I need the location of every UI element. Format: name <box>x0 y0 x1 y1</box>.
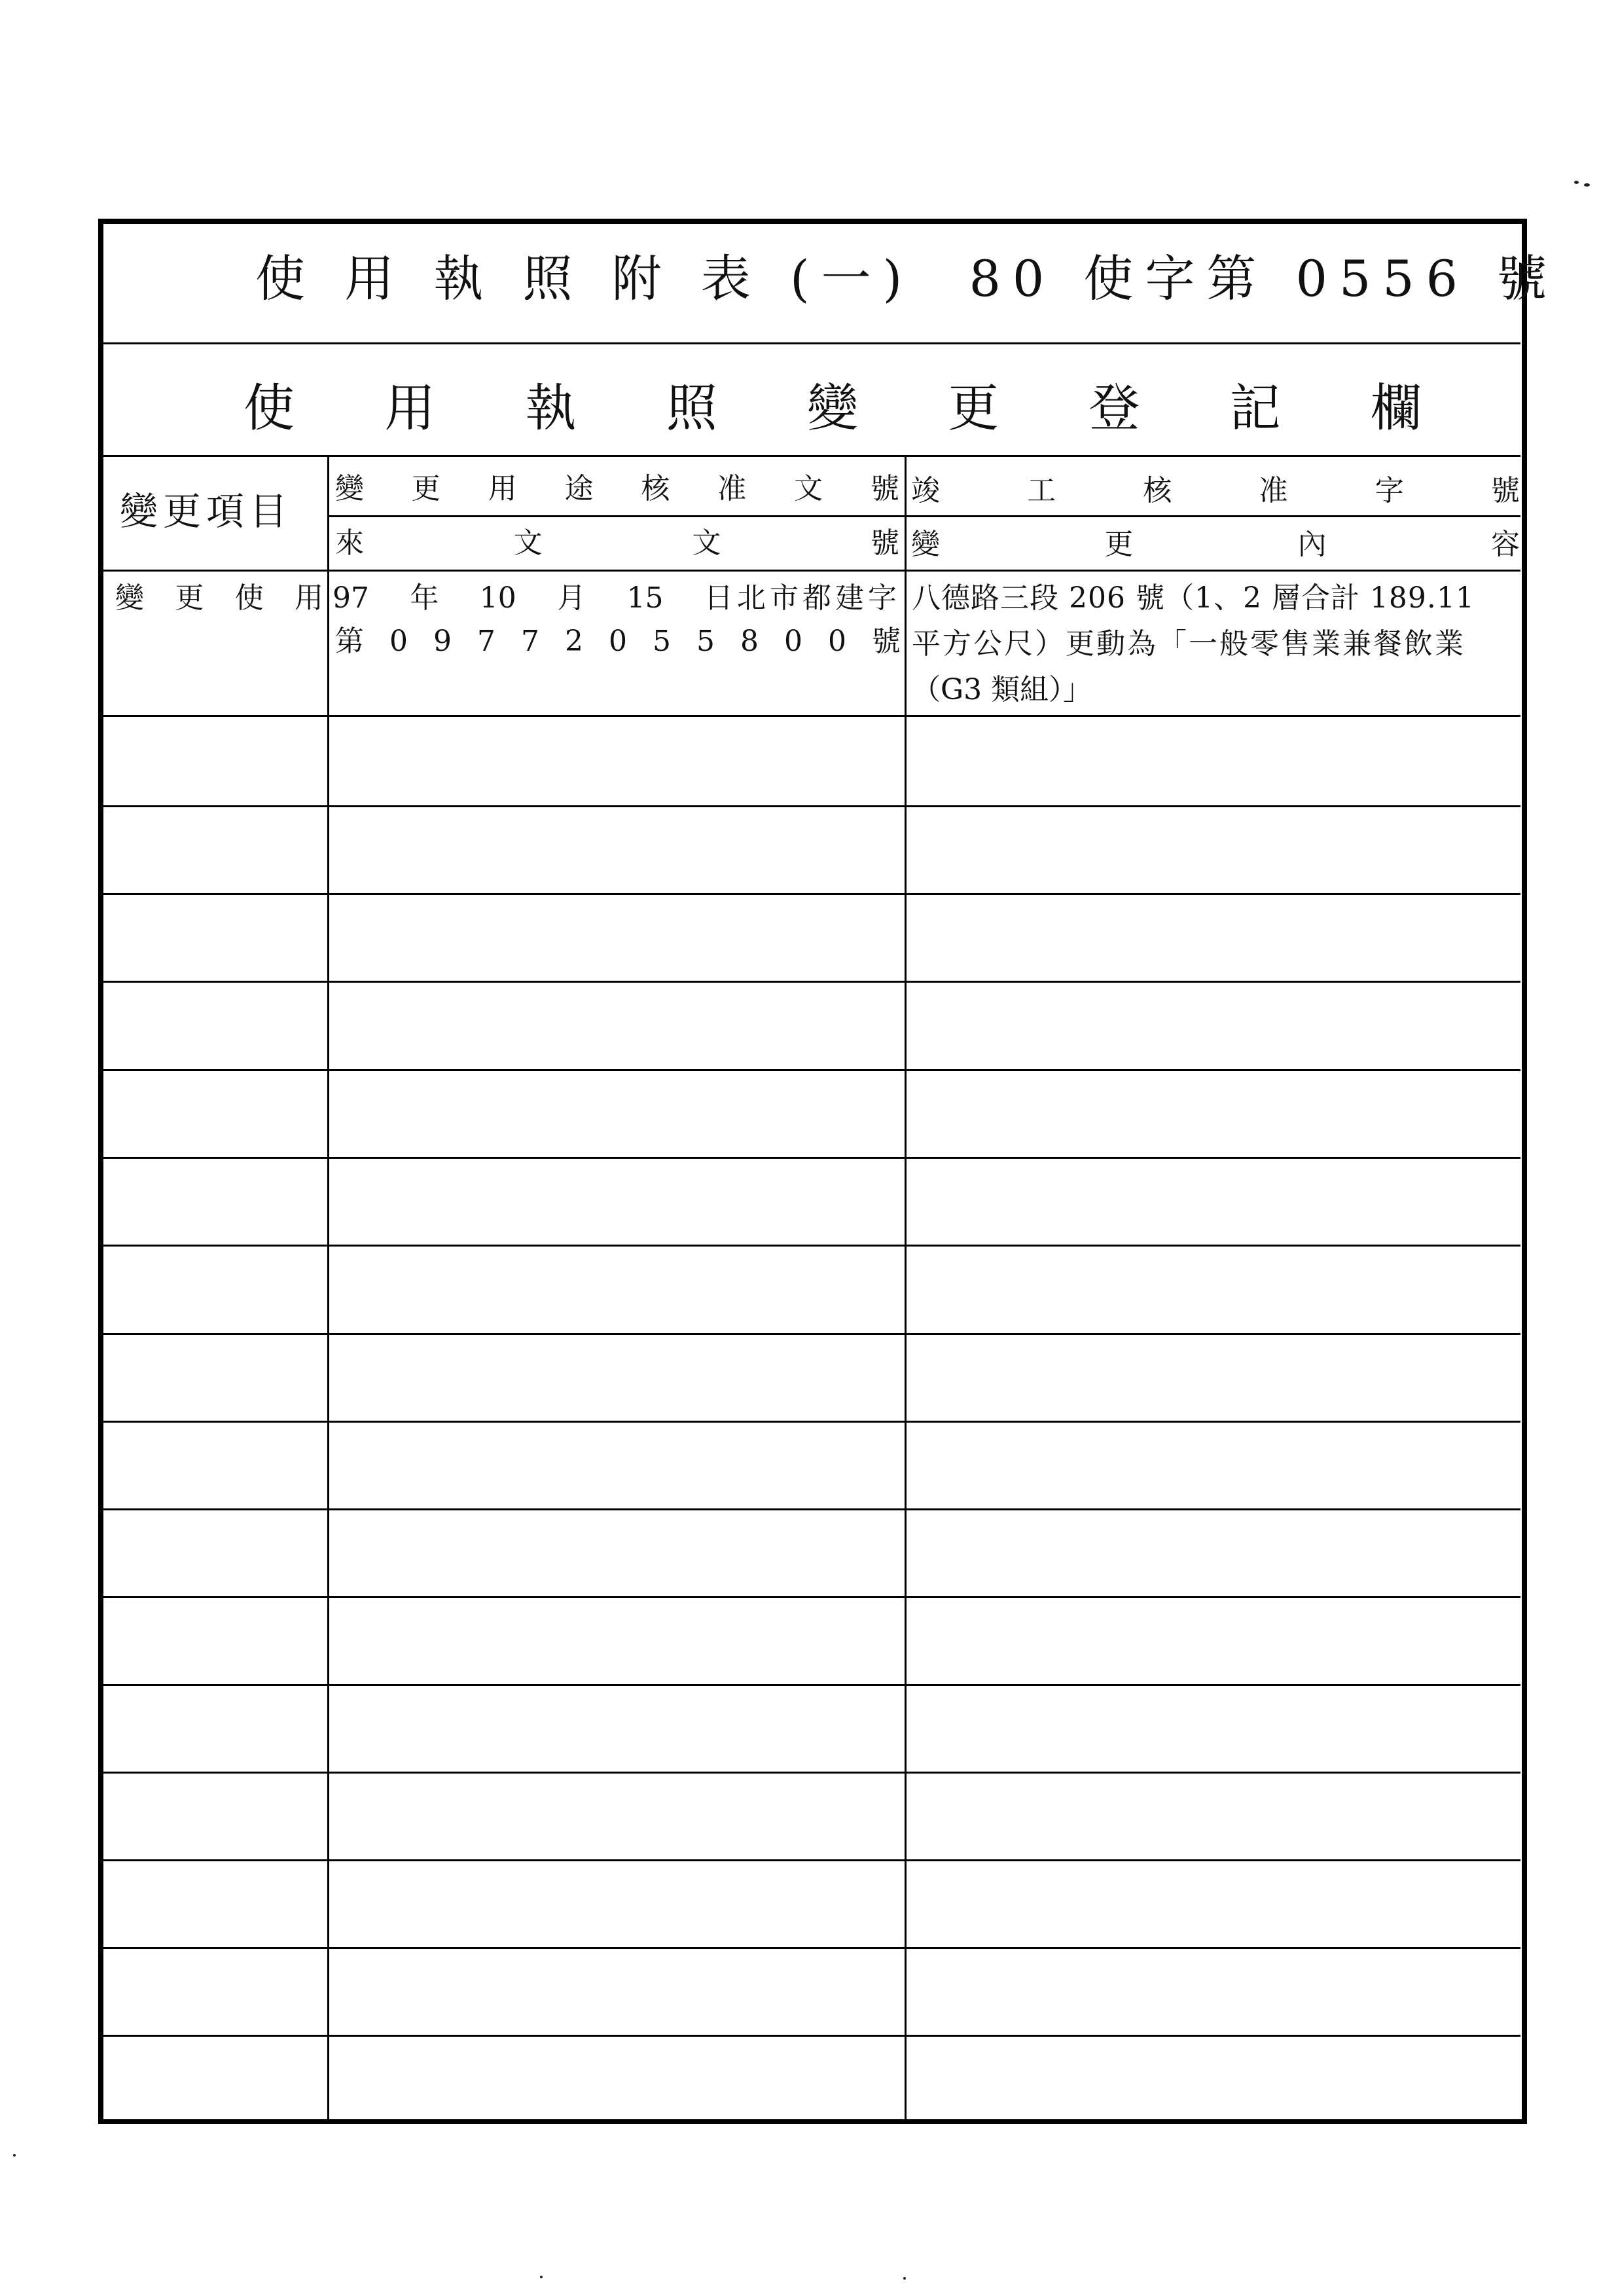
header-char: 變 <box>911 528 940 561</box>
subtitle-char: 登 <box>1088 379 1140 438</box>
form-title: 使 用 執 照 附 表 (一) 80 使字第 0556 號 <box>255 249 1559 308</box>
header-char: 容 <box>1490 528 1520 561</box>
row-separator <box>103 715 1520 717</box>
scan-speck <box>540 2276 543 2278</box>
header-char: 內 <box>1297 528 1327 561</box>
subtitle-char: 欄 <box>1370 379 1422 438</box>
header-char: 來 <box>335 526 364 560</box>
title-divider <box>103 342 1520 344</box>
approval-doc-line-1 <box>333 581 901 615</box>
change-content-header <box>911 530 1520 559</box>
scan-speck <box>903 2277 906 2280</box>
subtitle-char: 記 <box>1229 379 1281 438</box>
row-separator <box>103 1859 1520 1861</box>
subtitle-char: 用 <box>384 379 436 438</box>
header-char: 文 <box>692 526 721 560</box>
doc-token: 5 <box>696 625 715 658</box>
header-char: 號 <box>870 472 899 505</box>
row-separator <box>103 981 1520 983</box>
header-char: 准 <box>717 472 747 505</box>
doc-token: 7 <box>477 625 495 658</box>
header-char: 文 <box>794 472 823 505</box>
row-separator <box>103 893 1520 895</box>
doc-token: 97 <box>333 581 369 615</box>
header-mid-divider <box>327 515 1520 517</box>
doc-token: 年 <box>410 581 439 615</box>
subtitle-char: 執 <box>525 379 577 438</box>
header-bottom-divider <box>103 570 1520 572</box>
doc-token: 月 <box>557 581 586 615</box>
column-divider-2 <box>905 456 907 2119</box>
item-char: 使 <box>234 581 264 615</box>
doc-token: 15 <box>626 581 664 615</box>
approval-doc-header <box>335 472 899 505</box>
header-char: 核 <box>1143 474 1172 507</box>
doc-token: 0 <box>784 625 802 658</box>
header-char: 核 <box>641 472 670 505</box>
subtitle-char: 使 <box>243 379 295 438</box>
header-char: 變 <box>335 472 364 505</box>
row-separator <box>103 1157 1520 1159</box>
subtitle-divider <box>103 455 1520 457</box>
subtitle-char: 變 <box>806 379 858 438</box>
incoming-doc-header <box>335 526 899 560</box>
doc-token: 5 <box>653 625 671 658</box>
doc-token: 8 <box>740 625 759 658</box>
doc-token: 0 <box>828 625 846 658</box>
row-separator <box>103 1421 1520 1423</box>
item-char: 更 <box>175 581 204 615</box>
item-char: 用 <box>294 581 323 615</box>
row-separator <box>103 1333 1520 1335</box>
header-char: 用 <box>488 472 517 505</box>
row-separator <box>103 1596 1520 1598</box>
approval-doc-line-2 <box>335 627 901 656</box>
doc-token: 0 <box>609 625 627 658</box>
column-divider-1 <box>327 456 329 2119</box>
change-content-line-2: 平方公尺）更動為「一般零售業兼餐飲業 <box>912 627 1465 661</box>
row-separator <box>103 1508 1520 1510</box>
doc-token: 10 <box>479 581 516 615</box>
header-char: 號 <box>870 526 899 560</box>
doc-token: 0 <box>389 625 408 658</box>
row-separator <box>103 805 1520 807</box>
change-item-cell <box>115 581 323 615</box>
completion-approval-header <box>911 474 1520 507</box>
doc-token: 7 <box>521 625 539 658</box>
doc-token: 9 <box>433 625 452 658</box>
header-char: 文 <box>513 526 543 560</box>
row-separator <box>103 2035 1520 2037</box>
scan-speck <box>13 2154 16 2157</box>
header-char: 字 <box>1375 474 1404 507</box>
doc-token: 日北市都建字 <box>704 581 901 615</box>
header-char: 准 <box>1259 474 1288 507</box>
row-separator <box>103 1772 1520 1774</box>
subtitle-char: 更 <box>948 379 999 438</box>
scan-speck <box>1584 183 1590 187</box>
doc-token: 2 <box>565 625 583 658</box>
header-char: 號 <box>1490 474 1520 507</box>
change-content-line-1: 八德路三段 206 號（1、2 層合計 189.11 <box>912 581 1475 615</box>
row-separator <box>103 1245 1520 1247</box>
header-char: 竣 <box>911 474 940 507</box>
doc-token: 第 <box>335 625 364 658</box>
subtitle-char: 照 <box>666 379 717 438</box>
form-subtitle <box>243 379 1422 438</box>
header-char: 更 <box>1104 528 1134 561</box>
row-separator <box>103 1684 1520 1686</box>
header-char: 工 <box>1027 474 1056 507</box>
item-column-header: 變更項目 <box>120 489 293 534</box>
header-char: 更 <box>411 472 440 505</box>
scan-speck <box>1574 181 1579 184</box>
change-content-line-3: （G3 類組）」 <box>912 673 1092 706</box>
item-char: 變 <box>115 581 144 615</box>
doc-token: 號 <box>872 625 901 658</box>
row-separator <box>103 1069 1520 1071</box>
header-char: 途 <box>564 472 594 505</box>
row-separator <box>103 1947 1520 1949</box>
